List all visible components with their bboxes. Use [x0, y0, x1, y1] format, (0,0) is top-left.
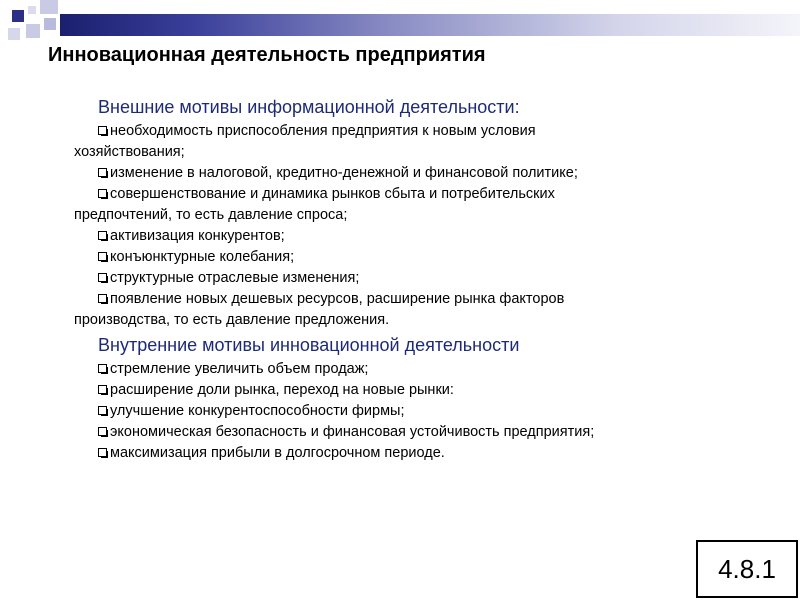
bullet-item — [74, 247, 734, 268]
bullet-item-text: улучшение конкурентоспособности фирмы; — [110, 403, 405, 419]
header-gradient-band — [60, 14, 800, 36]
square-bullet-icon — [98, 126, 108, 135]
decor-square — [40, 0, 58, 14]
slide-number: 4.8.1 — [696, 540, 798, 598]
bullet-item — [74, 401, 734, 422]
decor-square — [8, 28, 20, 40]
external-motives-list — [74, 121, 734, 331]
bullet-item-text: совершенствование и динамика рынков сбыта и потребительских — [110, 186, 555, 202]
decor-square — [26, 24, 40, 38]
bullet-item-text: необходимость приспособления предприятия к новым условия — [110, 123, 536, 139]
bullet-item-text: структурные отраслевые изменения; — [110, 270, 360, 286]
external-motives-heading: Внешние мотивы информационной деятельности: — [98, 97, 520, 117]
decor-square — [44, 18, 56, 30]
bullet-item-text: расширение доли рынка, переход на новые рынки: — [110, 382, 454, 398]
bullet-item-text: стремление увеличить объем продаж; — [110, 361, 369, 377]
square-bullet-icon — [98, 252, 108, 261]
slide-title: Инновационная деятельность предприятия — [48, 44, 486, 66]
square-bullet-icon — [98, 168, 108, 177]
square-bullet-icon — [98, 427, 108, 436]
bullet-item-text: появление новых дешевых ресурсов, расширение рынка факторов — [110, 291, 565, 307]
bullet-item — [74, 359, 734, 380]
bullet-item-text: конъюнктурные колебания; — [110, 249, 295, 265]
bullet-item-continuation: предпочтений, то есть давление спроса; — [74, 207, 348, 223]
bullet-item — [74, 163, 734, 184]
decor-square — [28, 6, 36, 14]
bullet-item — [74, 121, 734, 163]
bullet-item-text: изменение в налоговой, кредитно-денежной и финансовой политике; — [110, 165, 578, 181]
bullet-item-text: активизация конкурентов; — [110, 228, 285, 244]
square-bullet-icon — [98, 231, 108, 240]
bullet-item — [74, 226, 734, 247]
square-bullet-icon — [98, 406, 108, 415]
square-bullet-icon — [98, 385, 108, 394]
slide-content — [74, 96, 734, 464]
bullet-item-continuation: хозяйствования; — [74, 144, 185, 160]
bullet-item-text: максимизация прибыли в долгосрочном периоде. — [110, 445, 445, 461]
internal-motives-heading: Внутренние мотивы инновационной деятельности — [98, 335, 520, 355]
square-bullet-icon — [98, 273, 108, 282]
bullet-item — [74, 380, 734, 401]
square-bullet-icon — [98, 189, 108, 198]
bullet-item — [74, 422, 734, 443]
square-bullet-icon — [98, 294, 108, 303]
bullet-item — [74, 184, 734, 226]
bullet-item-continuation: производства, то есть давление предложения. — [74, 312, 390, 328]
bullet-item-text: экономическая безопасность и финансовая устойчивость предприятия; — [110, 424, 595, 440]
internal-motives-list — [74, 359, 734, 464]
bullet-item — [74, 289, 734, 331]
square-bullet-icon — [98, 448, 108, 457]
bullet-item — [74, 268, 734, 289]
decor-square — [12, 10, 24, 22]
bullet-item — [74, 443, 734, 464]
square-bullet-icon — [98, 364, 108, 373]
